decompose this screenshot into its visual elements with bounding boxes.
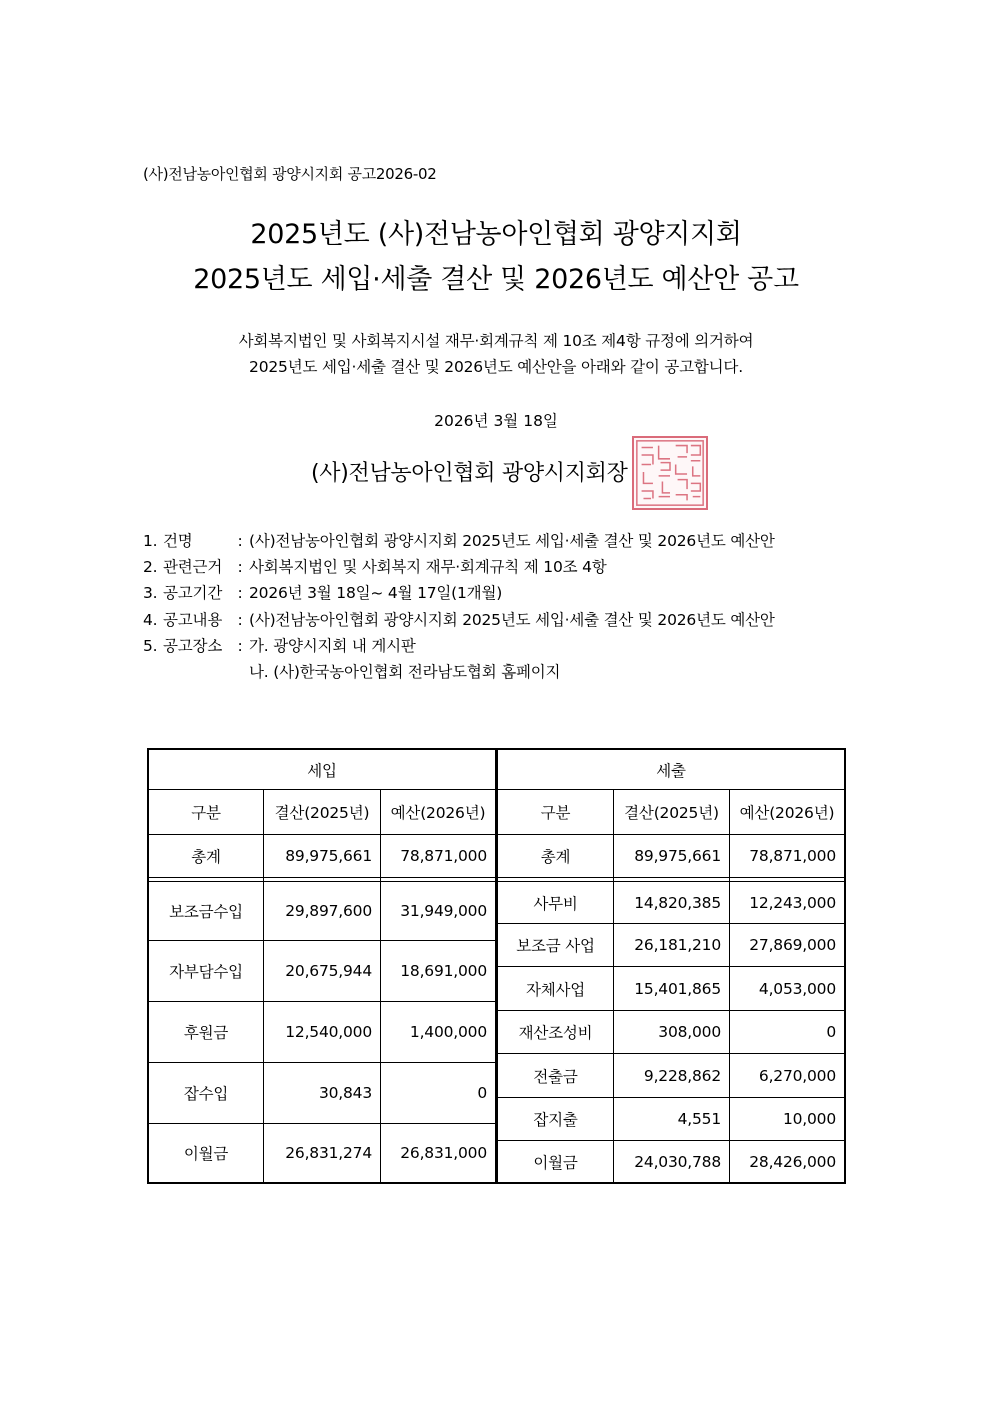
page-title-line2: 2025년도 세입·세출 결산 및 2026년도 예산안 공고 (193, 264, 799, 295)
expenditure-row-label: 보조금 사업 (516, 937, 595, 955)
expenditure-total-label: 총계 (540, 848, 571, 866)
revenue-row-settled: 12,540,000 (285, 1023, 372, 1041)
revenue-row-settled: 26,831,274 (285, 1144, 372, 1162)
revenue-total-budget: 78,871,000 (400, 847, 487, 865)
divider (147, 877, 846, 878)
expenditure-row-budget: 0 (826, 1023, 836, 1041)
column-header: 구분 (540, 804, 571, 822)
expenditure-row-settled: 14,820,385 (634, 893, 721, 912)
expenditure-total-budget: 78,871,000 (749, 847, 836, 865)
column-header: 구분 (191, 804, 221, 822)
revenue-row-label: 잡수입 (183, 1085, 229, 1103)
expenditure-row-budget: 10,000 (782, 1110, 836, 1128)
expenditure-row-label: 재산조성비 (518, 1024, 593, 1042)
revenue-row-budget: 31,949,000 (400, 902, 487, 920)
revenue-row-label: 자부담수입 (169, 963, 243, 981)
official-seal-icon (632, 436, 708, 510)
revenue-section-title: 세입 (307, 761, 337, 780)
expenditure-row-budget: 4,053,000 (758, 979, 836, 998)
column-header: 결산(2025년) (274, 804, 370, 822)
expenditure-row-label: 사무비 (533, 894, 578, 913)
revenue-total-label: 총계 (191, 848, 221, 866)
expenditure-row-budget: 28,426,000 (749, 1152, 836, 1171)
expenditure-row-label: 잡지출 (533, 1111, 578, 1129)
revenue-row-budget: 18,691,000 (400, 962, 487, 980)
revenue-row-budget: 0 (477, 1084, 487, 1102)
revenue-row-label: 보조금수입 (169, 903, 243, 921)
revenue-total-settled: 89,975,661 (285, 847, 372, 865)
item-location-sub: 나. (사)한국농아인협회 전라남도협회 홈페이지 (249, 662, 561, 681)
document-number: (사)전남농아인협회 광양시지회 공고2026-02 (143, 165, 437, 183)
revenue-row-budget: 26,831,000 (400, 1144, 487, 1162)
expenditure-section-title: 세출 (656, 761, 686, 780)
expenditure-row-settled: 308,000 (658, 1023, 721, 1041)
column-header: 예산(2026년) (739, 804, 835, 822)
intro-line1: 사회복지법인 및 사회복지시설 재무·회계규칙 제 10조 제4항 규정에 의거하여 (238, 332, 754, 350)
expenditure-row-budget: 27,869,000 (749, 936, 836, 954)
expenditure-row-settled: 4,551 (677, 1110, 721, 1128)
page-title-line1: 2025년도 (사)전남농아인협회 광양지지회 (250, 219, 742, 250)
revenue-row-label: 이월금 (183, 1145, 229, 1163)
expenditure-row-settled: 24,030,788 (634, 1152, 721, 1171)
expenditure-row-label: 자체사업 (525, 980, 586, 999)
intro-line2: 2025년도 세입·세출 결산 및 2026년도 예산안을 아래와 같이 공고합니다. (249, 358, 743, 376)
item-period: 3. 공고기간 : 2026년 3월 18일~ 4월 17일(1개월) (143, 584, 503, 603)
revenue-row-budget: 1,400,000 (409, 1023, 487, 1041)
item-subject: 1. 건명 : (사)전남농아인협회 광양시지회 2025년도 세입·세출 결산 및 2026년도 예산안 (143, 532, 775, 550)
item-legal-basis: 2. 관련근거 : 사회복지법인 및 사회복지 재무·회계규칙 제 10조 4항 (143, 558, 607, 577)
expenditure-row-label: 이월금 (533, 1153, 578, 1172)
expenditure-row-settled: 15,401,865 (634, 979, 721, 998)
revenue-row-settled: 30,843 (318, 1084, 372, 1102)
signer-name: (사)전남농아인협회 광양시지회장 (311, 461, 628, 486)
column-header: 예산(2026년) (390, 804, 486, 822)
revenue-row-settled: 20,675,944 (285, 962, 372, 980)
budget-table (147, 748, 846, 1184)
expenditure-row-budget: 6,270,000 (758, 1066, 836, 1085)
item-content: 4. 공고내용 : (사)전남농아인협회 광양시지회 2025년도 세입·세출 결산 및 2026년도 예산안 (143, 610, 775, 629)
announcement-items (143, 528, 775, 685)
revenue-row-label: 후원금 (183, 1024, 229, 1042)
expenditure-row-budget: 12,243,000 (749, 893, 836, 912)
item-location: 5. 공고장소 : 가. 광양시지회 내 게시판 (143, 636, 416, 655)
column-header: 결산(2025년) (624, 804, 719, 822)
expenditure-row-settled: 9,228,862 (643, 1066, 721, 1085)
expenditure-row-settled: 26,181,210 (634, 936, 721, 954)
revenue-row-settled: 29,897,600 (285, 902, 372, 920)
announcement-date: 2026년 3월 18일 (434, 412, 558, 430)
expenditure-total-settled: 89,975,661 (634, 847, 721, 865)
expenditure-row-label: 전출금 (533, 1067, 578, 1086)
